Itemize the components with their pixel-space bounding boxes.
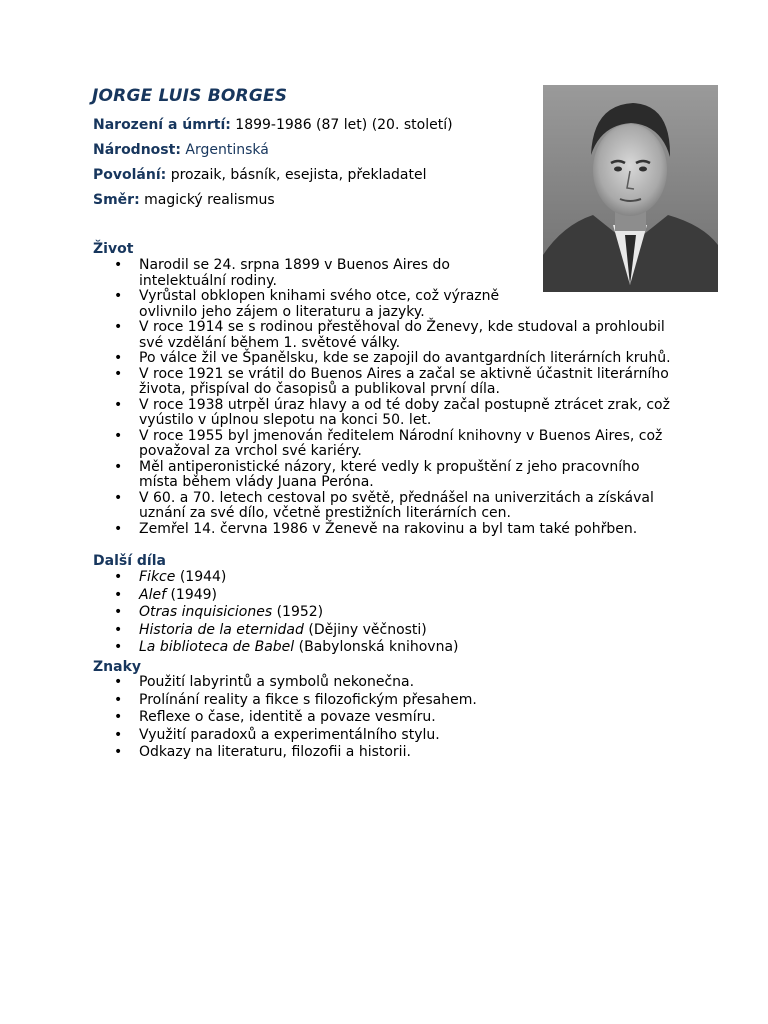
section-heading-works: Další díla — [93, 553, 166, 569]
list-item: • Odkazy na literaturu, filozofii a historii. — [0, 744, 477, 762]
list-item: • Reflexe o čase, identitě a povaze vesmíru. — [0, 709, 477, 727]
work-note: (1949) — [166, 586, 218, 603]
list-item — [0, 569, 459, 587]
list-item: • V roce 1938 utrpěl úraz hlavy a od té doby začal postupně ztrácet zrak, což vyústilo v úplnou slepotu na konci 50. let. — [0, 398, 680, 429]
list-item: • V roce 1914 se s rodinou přestěhoval do Ženevy, kde studoval a prohloubil své vzdělání během 1. světové války. — [0, 320, 680, 351]
life-list — [0, 258, 680, 537]
list-item: • V roce 1921 se vrátil do Buenos Aires a začal se aktivně účastnit literárního života, přispíval do časopisů a publikoval první díla. — [0, 367, 680, 398]
section-heading-signs: Znaky — [93, 659, 142, 675]
fact-label: Narození a úmrtí: — [93, 117, 231, 133]
work-note: (Dějiny věčnosti) — [303, 621, 427, 638]
list-item: • Zemřel 14. června 1986 v Ženevě na rakovinu a byl tam také pohřben. — [0, 522, 680, 538]
work-title: Fikce — [139, 569, 176, 585]
list-item — [0, 639, 459, 657]
signs-list — [0, 674, 477, 762]
fact-label: Směr: — [93, 192, 140, 208]
work-title: La biblioteca de Babel — [139, 639, 295, 655]
work-note: (Babylonská knihovna) — [294, 639, 459, 655]
fact-label: Povolání: — [93, 167, 167, 183]
section-heading-life: Život — [93, 241, 134, 257]
list-item: • V 60. a 70. letech cestoval po světě, přednášel na univerzitách a získával uznání za své dílo, včetně prestižních literárních cen. — [0, 491, 680, 522]
fact-label: Národnost: — [93, 142, 181, 158]
fact-birth-death — [93, 116, 453, 141]
list-item: • Využití paradoxů a experimentálního stylu. — [0, 727, 477, 745]
work-note: (1944) — [175, 569, 227, 585]
list-item: • Prolínání reality a fikce s filozofickým přesahem. — [0, 692, 477, 710]
list-item: • Použití labyrintů a symbolů nekonečna. — [0, 674, 477, 692]
list-item — [0, 604, 459, 622]
fact-nationality — [93, 141, 453, 166]
list-item: • V roce 1955 byl jmenován ředitelem Národní knihovny v Buenos Aires, což považoval za vrchol své kariéry. — [0, 429, 680, 460]
page-title: JORGE LUIS BORGES — [92, 86, 288, 106]
list-item: • Po válce žil ve Španělsku, kde se zapojil do avantgardních literárních kruhů. — [0, 351, 680, 367]
fact-value: 1899-1986 (87 let) (20. století) — [235, 117, 453, 133]
works-list — [0, 569, 459, 657]
list-item — [0, 622, 459, 640]
fact-value: magický realismus — [144, 192, 275, 208]
fact-occupation — [93, 166, 453, 191]
work-title: Otras inquisiciones — [139, 604, 273, 620]
list-item: • Vyrůstal obklopen knihami svého otce, což výrazně ovlivnilo jeho zájem o literaturu a jazyky. — [0, 289, 509, 320]
work-note: (1952) — [272, 604, 324, 620]
facts-block — [93, 116, 453, 216]
list-item: • Narodil se 24. srpna 1899 v Buenos Aires do intelektuální rodiny. — [0, 258, 509, 289]
work-title: Alef — [139, 586, 167, 603]
fact-movement — [93, 191, 453, 216]
fact-value: Argentinská — [185, 142, 269, 158]
list-item — [0, 587, 459, 605]
fact-value: prozaik, básník, esejista, překladatel — [170, 167, 427, 183]
list-item: • Měl antiperonistické názory, které vedly k propuštění z jeho pracovního místa během vlády Juana Peróna. — [0, 460, 680, 491]
work-title: Historia de la eternidad — [139, 621, 304, 638]
